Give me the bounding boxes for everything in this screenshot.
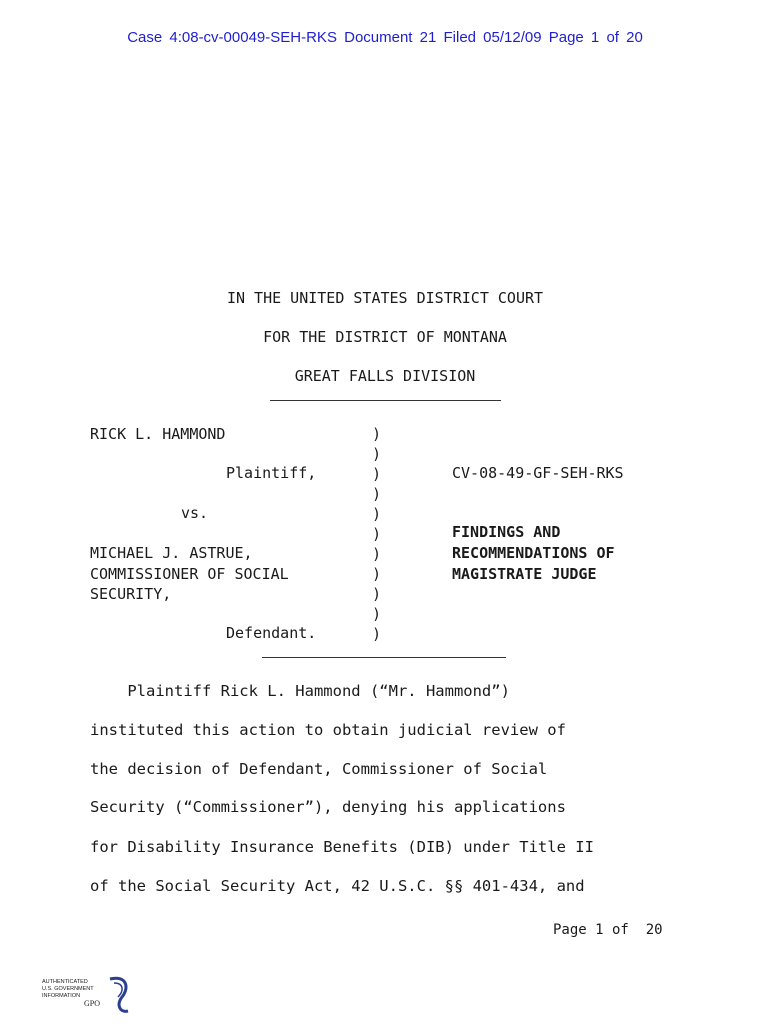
plaintiff-role: Plaintiff, [226,464,317,482]
plaintiff-name: RICK L. HAMMOND [90,425,226,443]
body-line: for Disability Insurance Benefits (DIB) under Title II [90,838,594,856]
filing-header: Case 4:08-cv-00049-SEH-RKS Document 21 Filed 05/12/09 Page 1 of 20 [127,29,643,46]
caption-paren: ) [372,565,382,583]
body-line: instituted this action to obtain judicial review of [90,721,566,739]
caption-paren: ) [372,545,382,563]
document-title-3: MAGISTRATE JUDGE [452,565,597,583]
document-title-2: RECOMMENDATIONS OF [452,544,615,562]
caption-paren: ) [372,585,382,603]
caption-paren: ) [372,465,382,483]
seal-line: INFORMATION [42,993,81,999]
case-number: CV-08-49-GF-SEH-RKS [452,464,624,482]
district-name: FOR THE DISTRICT OF MONTANA [263,328,507,346]
caption-paren: ) [372,445,382,463]
defendant-title-2: SECURITY, [90,585,172,603]
body-line: Security (“Commissioner”), denying his applications [90,798,566,816]
caption-paren: ) [372,485,382,503]
seal-line: U.S. GOVERNMENT [42,986,94,992]
body-line: Plaintiff Rick L. Hammond (“Mr. Hammond”) [90,682,510,700]
top-divider [270,400,501,401]
page-number: Page 1 of 20 [553,922,663,938]
division-name: GREAT FALLS DIVISION [294,367,476,385]
caption-paren: ) [372,625,382,643]
caption-divider [262,657,506,658]
caption-paren: ) [372,505,382,523]
body-line: the decision of Defendant, Commissioner of Social [90,760,548,778]
seal-line: GPO [84,999,101,1008]
seal-line: AUTHENTICATED [42,979,88,985]
document-title-1: FINDINGS AND [452,523,561,541]
court-name: IN THE UNITED STATES DISTRICT COURT [226,289,544,307]
body-line: of the Social Security Act, 42 U.S.C. §§ 401-434, and [90,877,585,895]
caption-paren: ) [372,605,382,623]
defendant-title-1: COMMISSIONER OF SOCIAL [90,565,289,583]
caption-paren: ) [372,425,382,443]
gpo-authentication-seal-icon [40,973,132,1019]
caption-paren: ) [372,525,382,543]
defendant-name: MICHAEL J. ASTRUE, [90,544,253,562]
versus-label: vs. [181,504,209,522]
defendant-role: Defendant. [226,624,317,642]
